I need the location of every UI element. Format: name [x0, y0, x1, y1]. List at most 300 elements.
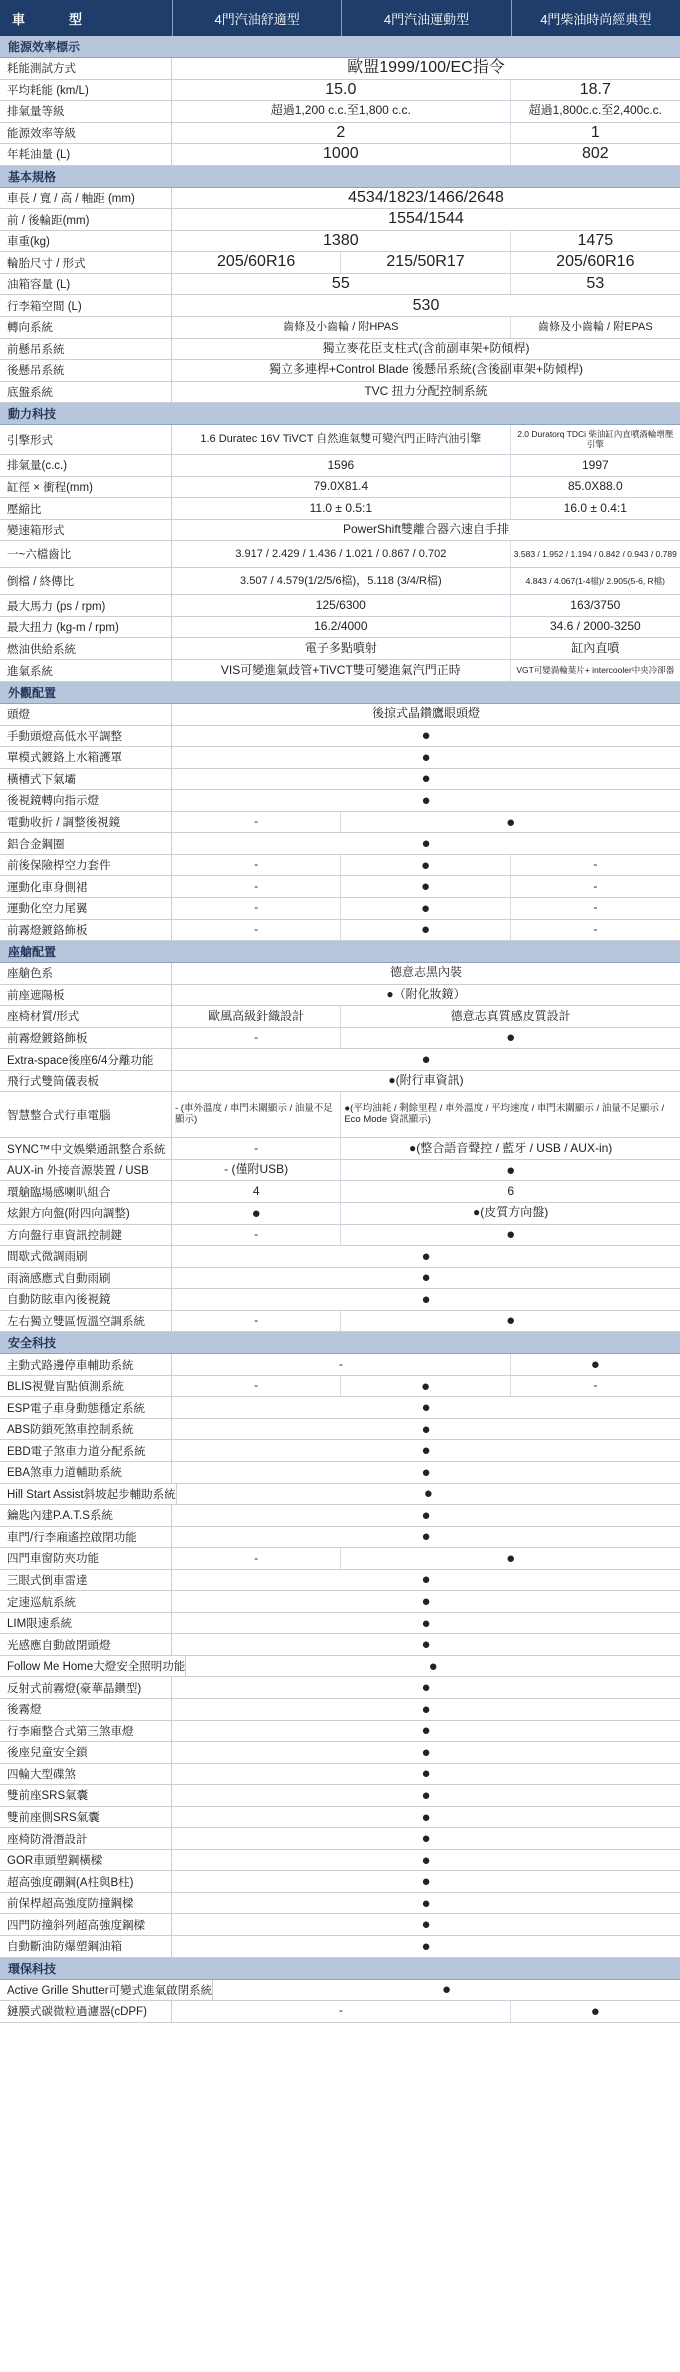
spec-row	[0, 1397, 680, 1419]
spec-value: VGT可變渦輪葉片+ intercooler中央冷卻器	[516, 664, 675, 675]
feature-dot: ●	[421, 1571, 431, 1589]
spec-value: -	[172, 898, 341, 919]
spec-label: 鑰匙內建P.A.T.S系統	[0, 1505, 172, 1526]
spec-label: 座椅防滑潛設計	[0, 1828, 172, 1849]
feature-dot: ●	[421, 1722, 431, 1740]
spec-value: ●（附化妝鏡）	[386, 986, 466, 1001]
spec-value: 2	[172, 123, 511, 144]
feature-dot: ●	[421, 791, 431, 809]
spec-value: 11.0 ± 0.5:1	[172, 498, 511, 519]
feature-dot: ●	[421, 727, 431, 745]
header-row	[0, 0, 680, 36]
spec-row	[0, 1914, 680, 1936]
spec-value: 163/3750	[570, 597, 621, 612]
spec-row	[0, 595, 680, 617]
feature-dot: ●	[421, 1420, 431, 1438]
feature-dot: ●	[506, 1029, 516, 1047]
spec-value: 85.0X88.0	[567, 479, 623, 494]
spec-value: 獨立多連桿+Control Blade 後懸吊系統(含後副車架+防傾桿)	[268, 362, 584, 377]
spec-label: 主動式路邊停車輔助系統	[0, 1354, 172, 1375]
spec-value: -	[593, 900, 598, 915]
spec-label: ABS防鎖死煞車控制系統	[0, 1419, 172, 1440]
spec-row	[0, 1203, 680, 1225]
feature-dot: ●	[506, 1226, 516, 1244]
spec-label: EBD電子煞車力道分配系統	[0, 1440, 172, 1461]
spec-label: 座艙色系	[0, 963, 172, 984]
feature-dot: ●	[590, 1356, 600, 1374]
spec-label: 方向盤行車資訊控制鍵	[0, 1225, 172, 1246]
spec-value: 1596	[172, 455, 511, 476]
spec-label: 手動頭燈高低水平調整	[0, 726, 172, 747]
spec-value: 53	[586, 275, 605, 292]
section-title: 動力科技	[0, 403, 680, 425]
spec-value: 1997	[581, 457, 609, 472]
spec-label: 前 / 後輪距(mm)	[0, 209, 172, 230]
spec-value: 1	[590, 123, 600, 141]
spec-value: 3.917 / 2.429 / 1.436 / 1.021 / 0.867 / 0.702	[172, 541, 511, 567]
spec-value: 125/6300	[172, 595, 511, 616]
spec-row	[0, 568, 680, 595]
spec-label: Active Grille Shutter可變式進氣啟閉系統	[0, 1980, 213, 2001]
spec-value: 缸內直噴	[571, 640, 620, 655]
spec-value: PowerShift雙離合器六速自手排	[342, 522, 509, 537]
spec-label: 後座兒童安全鎖	[0, 1742, 172, 1763]
spec-value: -	[172, 855, 341, 876]
spec-row	[0, 1721, 680, 1743]
header-label: 車 型	[0, 0, 173, 36]
spec-row	[0, 477, 680, 499]
spec-row	[0, 660, 680, 682]
spec-row	[0, 1071, 680, 1093]
spec-row	[0, 985, 680, 1007]
spec-row	[0, 252, 680, 274]
model-comfort: 4門汽油舒適型	[173, 0, 342, 36]
spec-label: ESP電子車身動態穩定系統	[0, 1397, 172, 1418]
spec-label: 自動防眩車內後視鏡	[0, 1289, 172, 1310]
model-sport: 4門汽油運動型	[342, 0, 511, 36]
spec-value: 超過1,800c.c.至2,400c.c.	[528, 103, 663, 118]
spec-value: 1380	[172, 231, 511, 252]
spec-value: 後掠式晶鑽鷹眼頭燈	[371, 706, 480, 721]
spec-value: 1554/1544	[388, 210, 464, 228]
spec-row	[0, 876, 680, 898]
spec-value: 1.6 Duratec 16V TiVCT 自然進氣雙可變汽門正時汽油引擎	[172, 425, 511, 454]
spec-label: 四門車窗防夾功能	[0, 1548, 172, 1569]
spec-row	[0, 1181, 680, 1203]
spec-row	[0, 1699, 680, 1721]
spec-label: 光感應自動啟閉頭燈	[0, 1634, 172, 1655]
spec-row	[0, 1092, 680, 1138]
feature-dot: ●	[421, 1679, 431, 1697]
spec-value: ●(整合語音聲控 / 藍牙 / USB / AUX-in)	[409, 1140, 613, 1155]
spec-row	[0, 1980, 680, 2002]
feature-dot: ●	[421, 1290, 431, 1308]
spec-value: 2.0 Duratorq TDCi 柴油缸內直噴渦輪增壓引擎	[517, 428, 674, 449]
spec-row	[0, 1742, 680, 1764]
spec-row	[0, 898, 680, 920]
spec-label: 油箱容量 (L)	[0, 274, 172, 295]
spec-label: 雙前座SRS氣囊	[0, 1785, 172, 1806]
spec-row	[0, 1570, 680, 1592]
spec-label: Follow Me Home大燈安全照明功能	[0, 1656, 186, 1677]
spec-row	[0, 638, 680, 660]
spec-value: -	[172, 812, 341, 833]
feature-dot: ●	[421, 770, 431, 788]
feature-dot: ●	[506, 1312, 516, 1330]
section-title: 座艙配置	[0, 941, 680, 963]
spec-label: Hill Start Assist斜坡起步輔助系統	[0, 1484, 177, 1505]
feature-dot: ●	[421, 1463, 431, 1481]
spec-label: 定速巡航系統	[0, 1591, 172, 1612]
section-title: 能源效率標示	[0, 36, 680, 58]
section-title: 外觀配置	[0, 682, 680, 704]
spec-row	[0, 2001, 680, 2023]
spec-value: -	[172, 876, 341, 897]
spec-row	[0, 1634, 680, 1656]
spec-value: 16.0 ± 0.4:1	[563, 500, 627, 515]
spec-value: -	[593, 878, 598, 893]
spec-label: 四輪大型碟煞	[0, 1764, 172, 1785]
spec-value: 6	[507, 1183, 514, 1198]
spec-row	[0, 295, 680, 317]
spec-label: 電動收折 / 調整後視鏡	[0, 812, 172, 833]
feature-dot: ●	[506, 1161, 516, 1179]
spec-label: 排氣量等級	[0, 101, 172, 122]
spec-row	[0, 1677, 680, 1699]
spec-value: 歐風高級針織設計	[172, 1006, 341, 1027]
spec-row	[0, 1613, 680, 1635]
spec-label: 單模式鍍鉻上水箱護罩	[0, 747, 172, 768]
spec-row	[0, 726, 680, 748]
spec-label: 雨滴感應式自動雨刷	[0, 1268, 172, 1289]
spec-label: 年耗油量 (L)	[0, 144, 172, 165]
spec-label: 鏈膜式碳微粒過濾器(cDPF)	[0, 2001, 172, 2022]
feature-dot: ●	[421, 1937, 431, 1955]
spec-label: 反射式前霧燈(豪華晶鑽型)	[0, 1677, 172, 1698]
spec-value: 205/60R16	[172, 252, 341, 273]
spec-value: 3.583 / 1.952 / 1.194 / 0.842 / 0.943 / 0.789	[513, 548, 677, 559]
spec-label: 排氣量(c.c.)	[0, 455, 172, 476]
feature-dot: ●	[421, 1894, 431, 1912]
spec-row	[0, 1462, 680, 1484]
spec-row	[0, 520, 680, 542]
spec-label: 前霧燈鍍鉻飾板	[0, 1028, 172, 1049]
feature-dot: ●	[421, 1700, 431, 1718]
spec-label: EBA煞車力道輔助系統	[0, 1462, 172, 1483]
spec-row	[0, 425, 680, 455]
spec-value: -	[172, 2001, 511, 2022]
feature-dot: ●	[421, 1765, 431, 1783]
spec-row	[0, 769, 680, 791]
spec-label: 車重(kg)	[0, 231, 172, 252]
spec-label: 車長 / 寬 / 高 / 軸距 (mm)	[0, 188, 172, 209]
feature-dot: ●	[421, 1442, 431, 1460]
spec-row	[0, 1419, 680, 1441]
spec-row	[0, 123, 680, 145]
spec-label: 最大馬力 (ps / rpm)	[0, 595, 172, 616]
spec-value: 4.843 / 4.067(1-4檔)/ 2.905(5-6, R檔)	[525, 575, 665, 586]
spec-value: 18.7	[579, 80, 611, 98]
spec-row	[0, 1527, 680, 1549]
spec-label: 雙前座側SRS氣囊	[0, 1807, 172, 1828]
spec-value: -	[593, 1378, 598, 1393]
spec-row	[0, 339, 680, 361]
spec-value: -	[172, 1311, 341, 1332]
spec-label: 自動斷油防爆塑鋼油箱	[0, 1936, 172, 1957]
spec-value: ●(平均油耗 / 剩餘里程 / 車外溫度 / 平均速度 / 車門未關顯示 / 油量不足顯示 / Eco Mode 資訊顯示)	[344, 1102, 665, 1125]
spec-row	[0, 188, 680, 210]
spec-row	[0, 855, 680, 877]
spec-value: TVC 扭力分配控制系統	[364, 384, 488, 399]
spec-row	[0, 790, 680, 812]
spec-value: -	[172, 1138, 341, 1159]
spec-label: BLIS視覺盲點偵測系統	[0, 1376, 172, 1397]
spec-value: -	[593, 921, 598, 936]
spec-label: GOR車頭塑鋼橫樑	[0, 1850, 172, 1871]
feature-dot: ●	[421, 1528, 431, 1546]
spec-value: 215/50R17	[341, 252, 510, 273]
spec-label: 座椅材質/形式	[0, 1006, 172, 1027]
spec-row	[0, 1656, 680, 1678]
feature-dot: ●	[421, 1593, 431, 1611]
spec-label: 運動化空力尾翼	[0, 898, 172, 919]
feature-dot: ●	[590, 2002, 600, 2020]
spec-row	[0, 1289, 680, 1311]
spec-value: 55	[172, 274, 511, 295]
spec-label: 四門防撞斜列超高強度鋼樑	[0, 1914, 172, 1935]
spec-row	[0, 498, 680, 520]
spec-label: 一~六檔齒比	[0, 541, 172, 567]
spec-row	[0, 101, 680, 123]
spec-value: 802	[581, 145, 609, 163]
spec-row	[0, 1936, 680, 1958]
feature-dot: ●	[421, 1851, 431, 1869]
spec-row	[0, 455, 680, 477]
spec-row	[0, 1440, 680, 1462]
spec-row	[0, 58, 680, 80]
feature-dot: ●	[172, 1203, 341, 1224]
spec-row	[0, 1311, 680, 1333]
feature-dot: ●	[421, 1269, 431, 1287]
spec-value: -	[172, 920, 341, 941]
spec-value: 超過1,200 c.c.至1,800 c.c.	[172, 101, 511, 122]
feature-dot: ●	[421, 1614, 431, 1632]
spec-value: - (車外溫度 / 車門未關顯示 / 油量不足顯示)	[172, 1092, 341, 1137]
spec-value: -	[172, 1548, 341, 1569]
spec-row	[0, 1548, 680, 1570]
spec-value: 1475	[577, 231, 614, 249]
spec-label: 平均耗能 (km/L)	[0, 80, 172, 101]
spec-row	[0, 963, 680, 985]
spec-row	[0, 1138, 680, 1160]
section-title: 基本規格	[0, 166, 680, 188]
model-diesel-classic: 4門柴油時尚經典型	[540, 11, 652, 27]
spec-value: 電子多點噴射	[172, 638, 511, 659]
spec-label: 車門/行李廂遙控啟閉功能	[0, 1527, 172, 1548]
feature-dot: ●	[506, 1549, 516, 1567]
feature-dot: ●	[421, 1636, 431, 1654]
spec-label: 後霧燈	[0, 1699, 172, 1720]
spec-body	[0, 36, 680, 2023]
spec-value: 16.2/4000	[172, 617, 511, 638]
spec-row	[0, 1893, 680, 1915]
spec-label: 前霧燈鍍鉻飾板	[0, 920, 172, 941]
spec-row	[0, 1484, 680, 1506]
spec-row	[0, 1225, 680, 1247]
spec-label: 輪胎尺寸 / 形式	[0, 252, 172, 273]
spec-value: 1000	[172, 144, 511, 165]
spec-value: 205/60R16	[556, 253, 635, 271]
spec-label: AUX-in 外接音源裝置 / USB	[0, 1160, 172, 1181]
spec-label: 橫槽式下氣壩	[0, 769, 172, 790]
spec-row	[0, 1049, 680, 1071]
spec-row	[0, 317, 680, 339]
spec-value: -	[172, 1225, 341, 1246]
feature-dot: ●	[341, 876, 510, 897]
feature-dot: ●	[421, 1399, 431, 1417]
spec-row	[0, 1828, 680, 1850]
spec-row	[0, 274, 680, 296]
spec-label: 轉向系統	[0, 317, 172, 338]
spec-label: 行李箱空間 (L)	[0, 295, 172, 316]
spec-value: ●(皮質方向盤)	[473, 1205, 549, 1220]
feature-dot: ●	[506, 813, 516, 831]
spec-label: 左右獨立雙區恆溫空調系統	[0, 1311, 172, 1332]
spec-value: 4	[172, 1181, 341, 1202]
feature-dot: ●	[421, 748, 431, 766]
spec-row	[0, 382, 680, 404]
spec-row	[0, 747, 680, 769]
spec-row	[0, 617, 680, 639]
spec-row	[0, 812, 680, 834]
spec-label: LIM限速系統	[0, 1613, 172, 1634]
spec-label: 前後保險桿空力套件	[0, 855, 172, 876]
spec-row	[0, 1871, 680, 1893]
feature-dot: ●	[421, 1506, 431, 1524]
spec-label: 超高強度硼鋼(A柱與B柱)	[0, 1871, 172, 1892]
spec-row	[0, 209, 680, 231]
spec-label: 缸徑 × 衝程(mm)	[0, 477, 172, 498]
section-title: 安全科技	[0, 1332, 680, 1354]
spec-row	[0, 541, 680, 568]
spec-value: 3.507 / 4.579(1/2/5/6檔)，5.118 (3/4/R檔)	[172, 568, 511, 594]
spec-label: 能源效率等級	[0, 123, 172, 144]
spec-value: 齒條及小齒輪 / 附HPAS	[172, 317, 511, 338]
spec-row	[0, 1246, 680, 1268]
spec-row	[0, 1591, 680, 1613]
spec-value: 獨立麥花臣支柱式(含前副車架+防傾桿)	[322, 340, 530, 355]
spec-label: 鋁合金鋼圈	[0, 833, 172, 854]
spec-label: 運動化車身側裙	[0, 876, 172, 897]
spec-label: 耗能測試方式	[0, 58, 172, 79]
spec-row	[0, 1764, 680, 1786]
feature-dot: ●	[428, 1657, 438, 1675]
spec-label: 環艙臨場感喇叭組合	[0, 1181, 172, 1202]
feature-dot: ●	[341, 898, 510, 919]
feature-dot: ●	[421, 1786, 431, 1804]
feature-dot: ●	[421, 1873, 431, 1891]
spec-label: 最大扭力 (kg-m / rpm)	[0, 617, 172, 638]
spec-row	[0, 1006, 680, 1028]
spec-label: 變速箱形式	[0, 520, 172, 541]
feature-dot: ●	[341, 920, 510, 941]
spec-row	[0, 360, 680, 382]
feature-dot: ●	[421, 1051, 431, 1068]
spec-label: 前懸吊系統	[0, 339, 172, 360]
feature-dot: ●	[421, 1247, 431, 1265]
spec-value: 歐盟1999/100/EC指令	[347, 59, 505, 77]
spec-label: 間歇式微調雨刷	[0, 1246, 172, 1267]
spec-row	[0, 80, 680, 102]
spec-value: 德意志真質感皮質設計	[450, 1008, 571, 1023]
spec-label: Extra-space後座6/4分離功能	[0, 1049, 172, 1070]
spec-value: 4534/1823/1466/2648	[348, 188, 504, 206]
spec-label: 倒檔 / 終傳比	[0, 568, 172, 594]
spec-row	[0, 1807, 680, 1829]
spec-value: 德意志黑內裝	[389, 965, 462, 980]
spec-value: - (僅附USB)	[172, 1160, 341, 1181]
spec-label: 前保桿超高強度防撞鋼樑	[0, 1893, 172, 1914]
spec-row	[0, 1160, 680, 1182]
spec-value: 34.6 / 2000-3250	[549, 619, 641, 634]
section-title: 環保科技	[0, 1958, 680, 1980]
spec-row	[0, 1505, 680, 1527]
feature-dot: ●	[421, 1808, 431, 1826]
spec-value: -	[593, 857, 598, 872]
spec-row	[0, 1268, 680, 1290]
spec-value: ●(附行車資訊)	[388, 1073, 464, 1088]
spec-label: 三眼式倒車雷達	[0, 1570, 172, 1591]
spec-value: 齒條及小齒輪 / 附EPAS	[537, 320, 653, 333]
spec-row	[0, 920, 680, 942]
feature-dot: ●	[341, 1376, 510, 1397]
spec-label: 進氣系統	[0, 660, 172, 681]
spec-label: 燃油供給系統	[0, 638, 172, 659]
spec-label: SYNC™中文娛樂通訊整合系統	[0, 1138, 172, 1159]
feature-dot: ●	[341, 855, 510, 876]
feature-dot: ●	[421, 1916, 431, 1934]
spec-value: -	[172, 1028, 341, 1049]
spec-label: 壓縮比	[0, 498, 172, 519]
spec-label: 前座遮陽板	[0, 985, 172, 1006]
spec-label: 引擎形式	[0, 425, 172, 454]
feature-dot: ●	[442, 1981, 452, 1999]
spec-label: 頭燈	[0, 704, 172, 725]
spec-value: 79.0X81.4	[172, 477, 511, 498]
spec-row	[0, 1850, 680, 1872]
feature-dot: ●	[421, 1830, 431, 1848]
feature-dot: ●	[423, 1485, 433, 1503]
spec-row	[0, 1376, 680, 1398]
feature-dot: ●	[421, 835, 431, 853]
spec-label: 智慧整合式行車電腦	[0, 1092, 172, 1137]
spec-label: 飛行式雙筒儀表板	[0, 1071, 172, 1092]
spec-label: 行李廂整合式第三煞車燈	[0, 1721, 172, 1742]
spec-value: 15.0	[172, 80, 511, 101]
spec-value: -	[172, 1376, 341, 1397]
spec-label: 底盤系統	[0, 382, 172, 403]
spec-row	[0, 704, 680, 726]
spec-row	[0, 1028, 680, 1050]
feature-dot: ●	[421, 1743, 431, 1761]
spec-row	[0, 1785, 680, 1807]
spec-value: -	[172, 1354, 511, 1375]
spec-row	[0, 1354, 680, 1376]
spec-label: 後視鏡轉向指示燈	[0, 790, 172, 811]
spec-value: VIS可變進氣歧管+TiVCT雙可變進氣汽門正時	[172, 660, 511, 681]
spec-label: 炫銀方向盤(附四向調整)	[0, 1203, 172, 1224]
spec-label: 後懸吊系統	[0, 360, 172, 381]
